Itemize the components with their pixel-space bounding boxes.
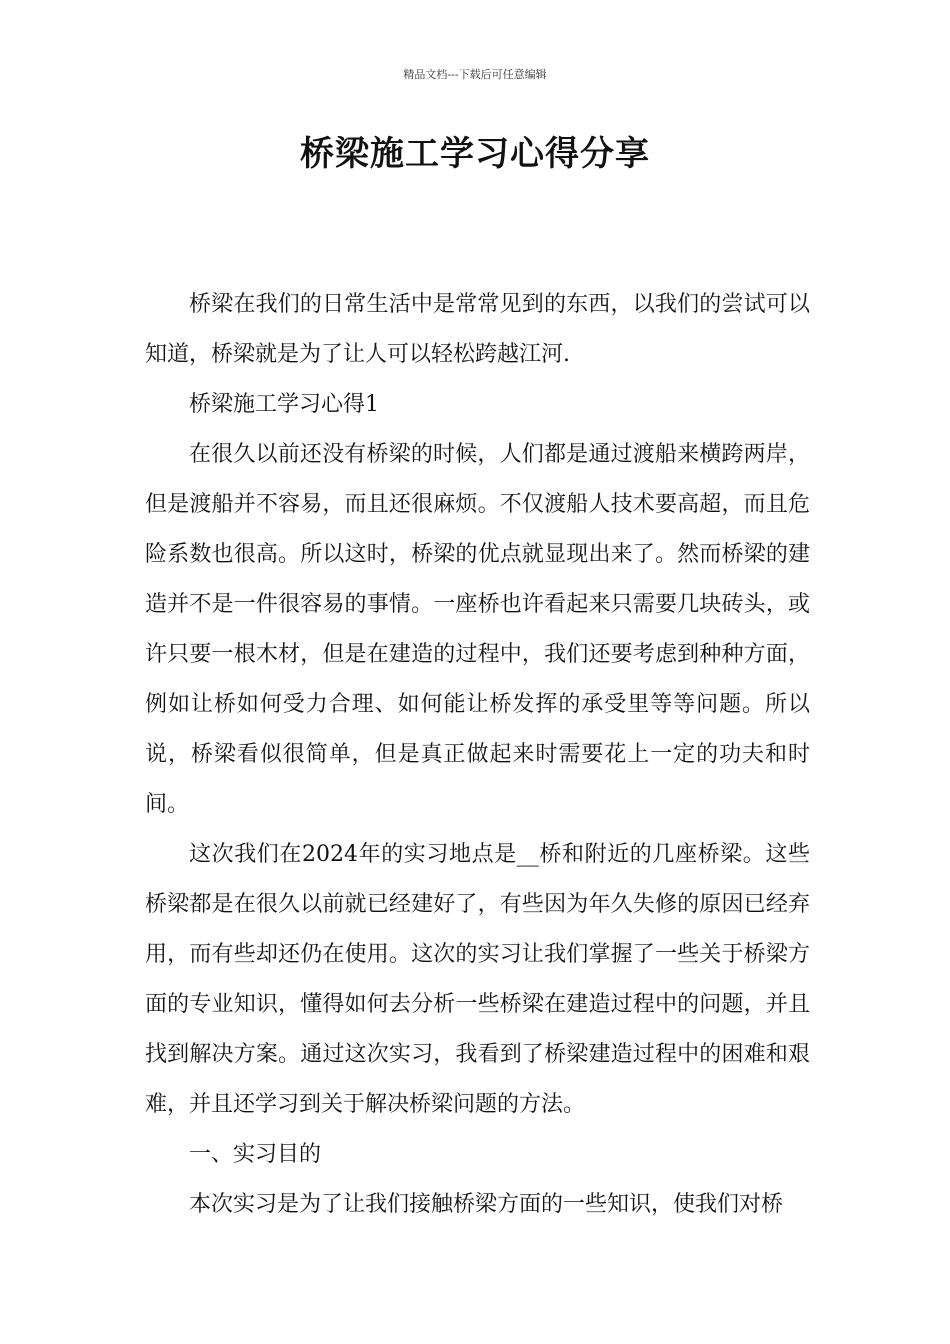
intro-paragraph: 桥梁在我们的日常生活中是常常见到的东西，以我们的尝试可以知道，桥梁就是为了让人可以轻松跨越江河.	[145, 292, 810, 367]
section-heading: 桥梁施工学习心得1	[189, 392, 379, 417]
document-title: 桥梁施工学习心得分享	[300, 134, 650, 174]
document-body	[145, 280, 810, 1230]
body-paragraph: 这次我们在2024年的实习地点是__桥和附近的几座桥梁。这些桥梁都是在很久以前就已经建好了，有些因为年久失修的原因已经弃用，而有些却还仍在使用。这次的实习让我们掌握了一些关于桥梁方面的专业知识，懂得如何去分析一些桥梁在建造过程中的问题，并且找到解决方案。通过这次实习，我看到了桥梁建造过程中的困难和艰难，并且还学习到关于解决桥梁问题的方法。	[145, 842, 810, 1117]
header-note: 精品文档---下载后可任意编辑	[403, 68, 547, 81]
section-heading: 一、实习目的	[189, 1142, 322, 1167]
body-paragraph: 本次实习是为了让我们接触桥梁方面的一些知识，使我们对桥	[189, 1192, 784, 1217]
body-paragraph: 在很久以前还没有桥梁的时候，人们都是通过渡船来横跨两岸，但是渡船并不容易，而且还很麻烦。不仅渡船人技术要高超，而且危险系数也很高。所以这时，桥梁的优点就显现出来了。然而桥梁的建造并不是一件很容易的事情。一座桥也许看起来只需要几块砖头，或许只要一根木材，但是在建造的过程中，我们还要考虑到种种方面，例如让桥如何受力合理、如何能让桥发挥的承受里等等问题。所以说，桥梁看似很简单，但是真正做起来时需要花上一定的功夫和时间。	[145, 442, 810, 817]
